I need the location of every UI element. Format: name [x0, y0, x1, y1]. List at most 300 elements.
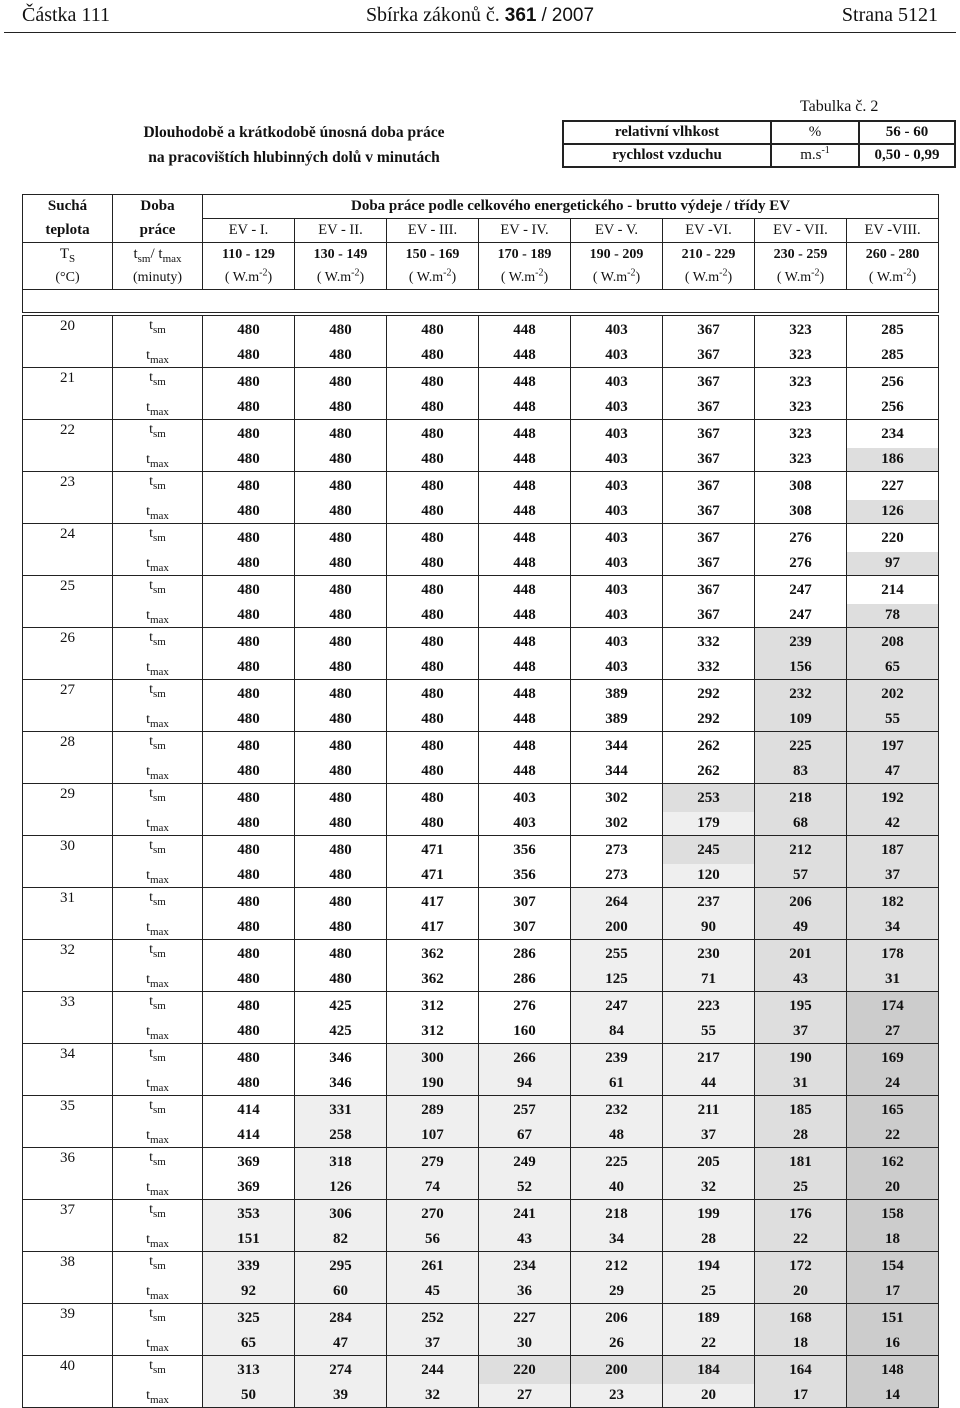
value-cell: 471 — [387, 864, 479, 888]
value-cell: 264 — [571, 888, 663, 917]
value-cell: 273 — [571, 836, 663, 865]
temperature-cell — [23, 1176, 113, 1200]
kind-sub: sm — [153, 583, 166, 596]
header-row-2 — [23, 219, 939, 243]
kind-base: t — [146, 503, 150, 519]
temperature-cell — [23, 344, 113, 368]
table-row — [23, 680, 939, 709]
value-cell: 27 — [479, 1384, 571, 1408]
kind-base: t — [149, 1150, 154, 1165]
value-cell: 480 — [295, 552, 387, 576]
kind-base: t — [146, 1387, 150, 1403]
table-row — [23, 604, 939, 628]
value-cell: 480 — [203, 888, 295, 917]
value-cell: 480 — [203, 680, 295, 709]
value-cell: 126 — [295, 1176, 387, 1200]
value-cell: 448 — [479, 576, 571, 605]
value-cell: 295 — [295, 1252, 387, 1281]
value-cell: 212 — [755, 836, 847, 865]
value-cell: 448 — [479, 316, 571, 345]
value-cell: 56 — [387, 1228, 479, 1252]
temperature-cell: 22 — [23, 420, 113, 449]
table-row — [23, 448, 939, 472]
value-cell: 480 — [295, 968, 387, 992]
temperature-cell: 27 — [23, 680, 113, 709]
table-row — [23, 1200, 939, 1229]
value-cell: 262 — [663, 760, 755, 784]
kind-sub: max — [149, 457, 169, 470]
value-cell: 448 — [479, 604, 571, 628]
humidity-unit: % — [771, 121, 859, 144]
kind-average — [113, 576, 203, 605]
header-row-4 — [23, 266, 939, 290]
value-cell: 346 — [295, 1044, 387, 1073]
value-cell: 480 — [295, 888, 387, 917]
kind-sub: sm — [153, 323, 166, 336]
value-cell: 480 — [295, 836, 387, 865]
kind-sub: sm — [153, 1259, 166, 1272]
header-spacer-row — [23, 290, 939, 313]
kind-base: t — [149, 838, 154, 853]
value-cell: 276 — [479, 992, 571, 1021]
kind-maximum — [113, 968, 203, 992]
value-cell: 356 — [479, 864, 571, 888]
value-cell: 168 — [755, 1304, 847, 1333]
value-cell: 480 — [387, 784, 479, 813]
value-cell: 312 — [387, 992, 479, 1021]
value-cell: 480 — [295, 344, 387, 368]
kind-sub: sm — [153, 635, 166, 648]
value-cell: 332 — [663, 628, 755, 657]
class-label: EV - I. — [203, 219, 295, 243]
kind-sub: max — [149, 405, 169, 418]
value-cell: 26 — [571, 1332, 663, 1356]
value-cell: 151 — [847, 1304, 939, 1333]
temperature-cell — [23, 1228, 113, 1252]
value-cell: 480 — [295, 812, 387, 836]
value-cell: 274 — [295, 1356, 387, 1385]
value-cell: 325 — [203, 1304, 295, 1333]
kind-sub: max — [149, 1029, 169, 1042]
value-cell: 158 — [847, 1200, 939, 1229]
value-cell: 480 — [203, 992, 295, 1021]
value-cell: 403 — [571, 524, 663, 553]
value-cell: 414 — [203, 1096, 295, 1125]
value-cell: 74 — [387, 1176, 479, 1200]
value-cell: 480 — [295, 680, 387, 709]
kind-sub: max — [149, 1289, 169, 1302]
value-cell: 307 — [479, 916, 571, 940]
kind-sub: max — [149, 665, 169, 678]
value-cell: 252 — [387, 1304, 479, 1333]
value-cell: 50 — [203, 1384, 295, 1408]
value-cell: 403 — [571, 344, 663, 368]
humidity-row — [563, 121, 955, 144]
unit-base: ( W.m — [316, 269, 352, 285]
temperature-cell — [23, 812, 113, 836]
unit-close: ) — [451, 269, 457, 285]
value-cell: 331 — [295, 1096, 387, 1125]
unit-base: ( W.m — [224, 269, 260, 285]
class-label: EV - VII. — [755, 219, 847, 243]
value-cell: 67 — [479, 1124, 571, 1148]
value-cell: 24 — [847, 1072, 939, 1096]
symbol-sub: sm — [137, 253, 151, 265]
value-cell: 480 — [203, 396, 295, 420]
air-velocity-label: rychlost vzduchu — [563, 144, 771, 167]
unit-exponent: -2 — [535, 266, 544, 278]
value-cell: 448 — [479, 680, 571, 709]
value-cell: 448 — [479, 732, 571, 761]
value-cell: 182 — [847, 888, 939, 917]
unit-base: ( W.m — [408, 269, 444, 285]
kind-average — [113, 1148, 203, 1177]
value-cell: 217 — [663, 1044, 755, 1073]
value-cell: 480 — [387, 396, 479, 420]
table-row — [23, 1252, 939, 1281]
value-cell: 344 — [571, 760, 663, 784]
value-cell: 20 — [847, 1176, 939, 1200]
kind-base: t — [146, 867, 150, 883]
class-unit — [479, 266, 571, 290]
value-cell: 480 — [203, 940, 295, 969]
table-row — [23, 628, 939, 657]
temp-symbol — [23, 243, 113, 267]
kind-sub: sm — [153, 791, 166, 804]
kind-maximum — [113, 552, 203, 576]
kind-sub: max — [149, 1081, 169, 1094]
kind-maximum — [113, 1176, 203, 1200]
value-cell: 414 — [203, 1124, 295, 1148]
value-cell: 480 — [387, 732, 479, 761]
kind-base: t — [149, 1202, 154, 1217]
table-row — [23, 1020, 939, 1044]
class-range: 190 - 209 — [571, 243, 663, 267]
value-cell: 448 — [479, 500, 571, 524]
table-row — [23, 552, 939, 576]
value-cell: 169 — [847, 1044, 939, 1073]
kind-base: t — [149, 630, 154, 645]
kind-maximum — [113, 1280, 203, 1304]
value-cell: 187 — [847, 836, 939, 865]
value-cell: 306 — [295, 1200, 387, 1229]
value-cell: 448 — [479, 344, 571, 368]
value-cell: 367 — [663, 368, 755, 397]
temperature-cell — [23, 552, 113, 576]
value-cell: 23 — [571, 1384, 663, 1408]
value-cell: 339 — [203, 1252, 295, 1281]
page-header-page: Strana 5121 — [841, 4, 938, 26]
kind-sub: sm — [153, 1207, 166, 1220]
unit-exponent: -2 — [259, 266, 268, 278]
value-cell: 323 — [755, 316, 847, 345]
value-cell: 120 — [663, 864, 755, 888]
value-cell: 480 — [203, 1020, 295, 1044]
value-cell: 480 — [295, 864, 387, 888]
value-cell: 367 — [663, 396, 755, 420]
value-cell: 164 — [755, 1356, 847, 1385]
value-cell: 42 — [847, 812, 939, 836]
table-row — [23, 576, 939, 605]
temperature-cell — [23, 656, 113, 680]
value-cell: 403 — [479, 812, 571, 836]
temperature-cell: 31 — [23, 888, 113, 917]
value-cell: 94 — [479, 1072, 571, 1096]
kind-maximum — [113, 448, 203, 472]
value-cell: 55 — [663, 1020, 755, 1044]
value-cell: 184 — [663, 1356, 755, 1385]
table-row — [23, 1304, 939, 1333]
kind-average — [113, 1096, 203, 1125]
value-cell: 369 — [203, 1148, 295, 1177]
temperature-cell: 23 — [23, 472, 113, 501]
temperature-cell — [23, 396, 113, 420]
value-cell: 154 — [847, 1252, 939, 1281]
value-cell: 480 — [295, 784, 387, 813]
value-cell: 44 — [663, 1072, 755, 1096]
table-row — [23, 344, 939, 368]
class-unit — [847, 266, 939, 290]
value-cell: 313 — [203, 1356, 295, 1385]
value-cell: 179 — [663, 812, 755, 836]
kind-sub: sm — [153, 895, 166, 908]
class-label: EV -VI. — [663, 219, 755, 243]
temperature-cell: 24 — [23, 524, 113, 553]
air-velocity-value: 0,50 - 0,99 — [859, 144, 955, 167]
unit-exponent: -1 — [821, 145, 830, 156]
value-cell: 367 — [663, 576, 755, 605]
class-range: 210 - 229 — [663, 243, 755, 267]
table-row — [23, 916, 939, 940]
class-range: 130 - 149 — [295, 243, 387, 267]
kind-maximum — [113, 604, 203, 628]
kind-base: t — [146, 1335, 150, 1351]
value-cell: 480 — [203, 628, 295, 657]
value-cell: 256 — [847, 368, 939, 397]
value-cell: 156 — [755, 656, 847, 680]
table-row — [23, 940, 939, 969]
value-cell: 318 — [295, 1148, 387, 1177]
value-cell: 448 — [479, 472, 571, 501]
value-cell: 206 — [755, 888, 847, 917]
unit-base: m.s — [800, 147, 822, 163]
value-cell: 323 — [755, 368, 847, 397]
value-cell: 480 — [387, 812, 479, 836]
unit-exponent: -2 — [903, 266, 912, 278]
kind-average — [113, 524, 203, 553]
symbol-sep: / t — [150, 246, 163, 262]
kind-base: t — [146, 971, 150, 987]
value-cell: 17 — [755, 1384, 847, 1408]
value-cell: 234 — [847, 420, 939, 449]
value-cell: 270 — [387, 1200, 479, 1229]
value-cell: 344 — [571, 732, 663, 761]
value-cell: 480 — [203, 500, 295, 524]
unit-close: ) — [359, 269, 365, 285]
page-header-collection — [0, 4, 960, 27]
kind-base: t — [146, 1231, 150, 1247]
value-cell: 480 — [203, 916, 295, 940]
kind-sub: sm — [153, 739, 166, 752]
class-unit — [295, 266, 387, 290]
value-cell: 178 — [847, 940, 939, 969]
temperature-cell: 37 — [23, 1200, 113, 1229]
value-cell: 220 — [479, 1356, 571, 1385]
page-header — [0, 4, 960, 30]
class-label: EV - III. — [387, 219, 479, 243]
value-cell: 367 — [663, 448, 755, 472]
table-row — [23, 1332, 939, 1356]
table-row — [23, 368, 939, 397]
kind-average — [113, 628, 203, 657]
kind-average — [113, 784, 203, 813]
value-cell: 172 — [755, 1252, 847, 1281]
kind-base: t — [146, 1127, 150, 1143]
value-cell: 36 — [479, 1280, 571, 1304]
unit-close: ) — [543, 269, 549, 285]
value-cell: 425 — [295, 1020, 387, 1044]
table-row — [23, 888, 939, 917]
value-cell: 244 — [387, 1356, 479, 1385]
value-cell: 448 — [479, 708, 571, 732]
value-cell: 480 — [295, 396, 387, 420]
class-range: 260 - 280 — [847, 243, 939, 267]
kind-maximum — [113, 812, 203, 836]
table-title-line1: Dlouhodobě a krátkodobě únosná doba práce — [143, 124, 445, 141]
value-cell: 181 — [755, 1148, 847, 1177]
value-cell: 32 — [663, 1176, 755, 1200]
temperature-cell — [23, 500, 113, 524]
value-cell: 403 — [571, 628, 663, 657]
value-cell: 30 — [479, 1332, 571, 1356]
value-cell: 29 — [571, 1280, 663, 1304]
temperature-cell — [23, 916, 113, 940]
table-row — [23, 968, 939, 992]
temp-header-line2: teplota — [23, 219, 113, 243]
value-cell: 480 — [295, 604, 387, 628]
value-cell: 480 — [295, 316, 387, 345]
value-cell: 49 — [755, 916, 847, 940]
value-cell: 417 — [387, 916, 479, 940]
air-velocity-unit — [771, 144, 859, 167]
value-cell: 27 — [847, 1020, 939, 1044]
value-cell: 480 — [203, 552, 295, 576]
value-cell: 308 — [755, 500, 847, 524]
kind-average — [113, 1356, 203, 1385]
value-cell: 47 — [847, 760, 939, 784]
value-cell: 480 — [203, 576, 295, 605]
class-unit — [663, 266, 755, 290]
value-cell: 218 — [755, 784, 847, 813]
unit-base: ( W.m — [776, 269, 812, 285]
value-cell: 247 — [571, 992, 663, 1021]
value-cell: 37 — [847, 864, 939, 888]
value-cell: 480 — [387, 420, 479, 449]
value-cell: 480 — [203, 836, 295, 865]
value-cell: 16 — [847, 1332, 939, 1356]
table-row — [23, 1228, 939, 1252]
kind-sub: max — [149, 353, 169, 366]
table-row — [23, 1176, 939, 1200]
value-cell: 205 — [663, 1148, 755, 1177]
temp-header-line1: Suchá — [23, 195, 113, 219]
value-cell: 239 — [755, 628, 847, 657]
value-cell: 367 — [663, 500, 755, 524]
temperature-cell — [23, 968, 113, 992]
value-cell: 389 — [571, 708, 663, 732]
temperature-cell: 29 — [23, 784, 113, 813]
value-cell: 480 — [295, 500, 387, 524]
kind-average — [113, 1252, 203, 1281]
value-cell: 185 — [755, 1096, 847, 1125]
value-cell: 480 — [203, 708, 295, 732]
kind-sub: max — [149, 613, 169, 626]
kind-base: t — [149, 318, 154, 333]
value-cell: 286 — [479, 940, 571, 969]
kind-base: t — [149, 1306, 154, 1321]
value-cell: 241 — [479, 1200, 571, 1229]
kind-maximum — [113, 500, 203, 524]
value-cell: 302 — [571, 784, 663, 813]
value-cell: 480 — [295, 732, 387, 761]
data-grid — [22, 315, 939, 1408]
kind-base: t — [149, 1098, 154, 1113]
value-cell: 323 — [755, 420, 847, 449]
class-range: 230 - 259 — [755, 243, 847, 267]
value-cell: 225 — [571, 1148, 663, 1177]
value-cell: 25 — [663, 1280, 755, 1304]
value-cell: 480 — [295, 448, 387, 472]
unit-base: ( W.m — [684, 269, 720, 285]
value-cell: 65 — [203, 1332, 295, 1356]
value-cell: 212 — [571, 1252, 663, 1281]
value-cell: 448 — [479, 552, 571, 576]
kind-sub: max — [149, 1133, 169, 1146]
time-header-line2: práce — [113, 219, 203, 243]
value-cell: 61 — [571, 1072, 663, 1096]
value-cell: 480 — [203, 472, 295, 501]
value-cell: 312 — [387, 1020, 479, 1044]
class-unit — [387, 266, 479, 290]
value-cell: 480 — [203, 864, 295, 888]
value-cell: 480 — [295, 628, 387, 657]
kind-base: t — [146, 347, 150, 363]
table-row — [23, 1356, 939, 1385]
table-row — [23, 316, 939, 345]
kind-sub: sm — [153, 843, 166, 856]
header-row-3 — [23, 243, 939, 267]
time-unit: (minuty) — [113, 266, 203, 290]
kind-average — [113, 316, 203, 345]
collection-slash: / — [541, 5, 547, 26]
value-cell: 403 — [571, 420, 663, 449]
value-cell: 194 — [663, 1252, 755, 1281]
kind-maximum — [113, 864, 203, 888]
value-cell: 403 — [571, 552, 663, 576]
kind-sub: max — [149, 561, 169, 574]
value-cell: 57 — [755, 864, 847, 888]
table-row — [23, 1072, 939, 1096]
kind-sub: sm — [153, 479, 166, 492]
value-cell: 417 — [387, 888, 479, 917]
value-cell: 403 — [571, 448, 663, 472]
symbol-sub: max — [162, 253, 182, 265]
table-row — [23, 1280, 939, 1304]
temperature-cell: 20 — [23, 316, 113, 345]
unit-exponent: -2 — [719, 266, 728, 278]
table-row — [23, 992, 939, 1021]
value-cell: 195 — [755, 992, 847, 1021]
